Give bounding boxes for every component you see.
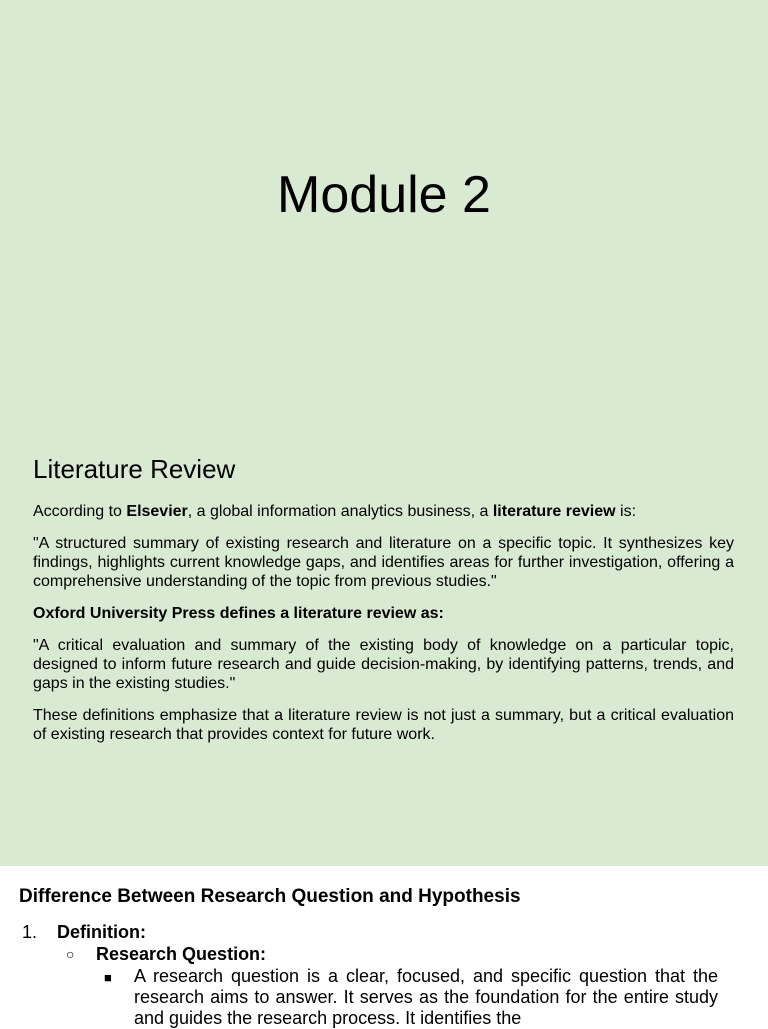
oup-definition-label (33, 604, 734, 623)
oup-quote: "A critical evaluation and summary of the existing body of knowledge on a particular topic, designed to inform future research and guide decision-making, by identifying patterns, trends, and gaps in the existing studies." (33, 637, 734, 692)
elsevier-name: Elsevier (126, 503, 188, 520)
research-question-text: A research question is a clear, focused, and specific question that the research aims to answer. It serves as the foundation for the entire study and guides the research process. It identifies the (134, 966, 718, 1028)
elsevier-quote: "A structured summary of existing research and literature on a specific topic. It synthesizes key findings, highlights current knowledge gaps, and identifies areas for further investigation, offering a comprehensive understanding of the topic from previous studies." (33, 535, 734, 590)
list-number: 1. (22, 922, 38, 942)
literature-review-term: literature review (492, 503, 616, 520)
section-heading: Difference Between Research Question and Hypothesis (19, 886, 521, 907)
intro-paragraph (33, 502, 734, 521)
circle-bullet-icon: ○ (66, 946, 75, 962)
literature-review-heading: Literature Review (33, 454, 236, 484)
intro-text-end: is: (615, 503, 637, 520)
square-bullet-icon: ■ (104, 970, 112, 985)
literature-review-body (33, 502, 734, 744)
definition-label: Definition: (57, 922, 146, 942)
slide-title: Module 2 (277, 166, 491, 224)
intro-text-middle: , a global information analytics business, a (187, 503, 493, 520)
title-slide (0, 0, 768, 423)
oup-definition-text: Oxford University Press defines a literature review as: (33, 605, 444, 622)
intro-text-start: According to (33, 503, 127, 520)
research-question-label: Research Question: (96, 944, 267, 964)
conclusion-paragraph: These definitions emphasize that a literature review is not just a summary, but a critical evaluation of existing research that provides context for future work. (33, 707, 734, 743)
